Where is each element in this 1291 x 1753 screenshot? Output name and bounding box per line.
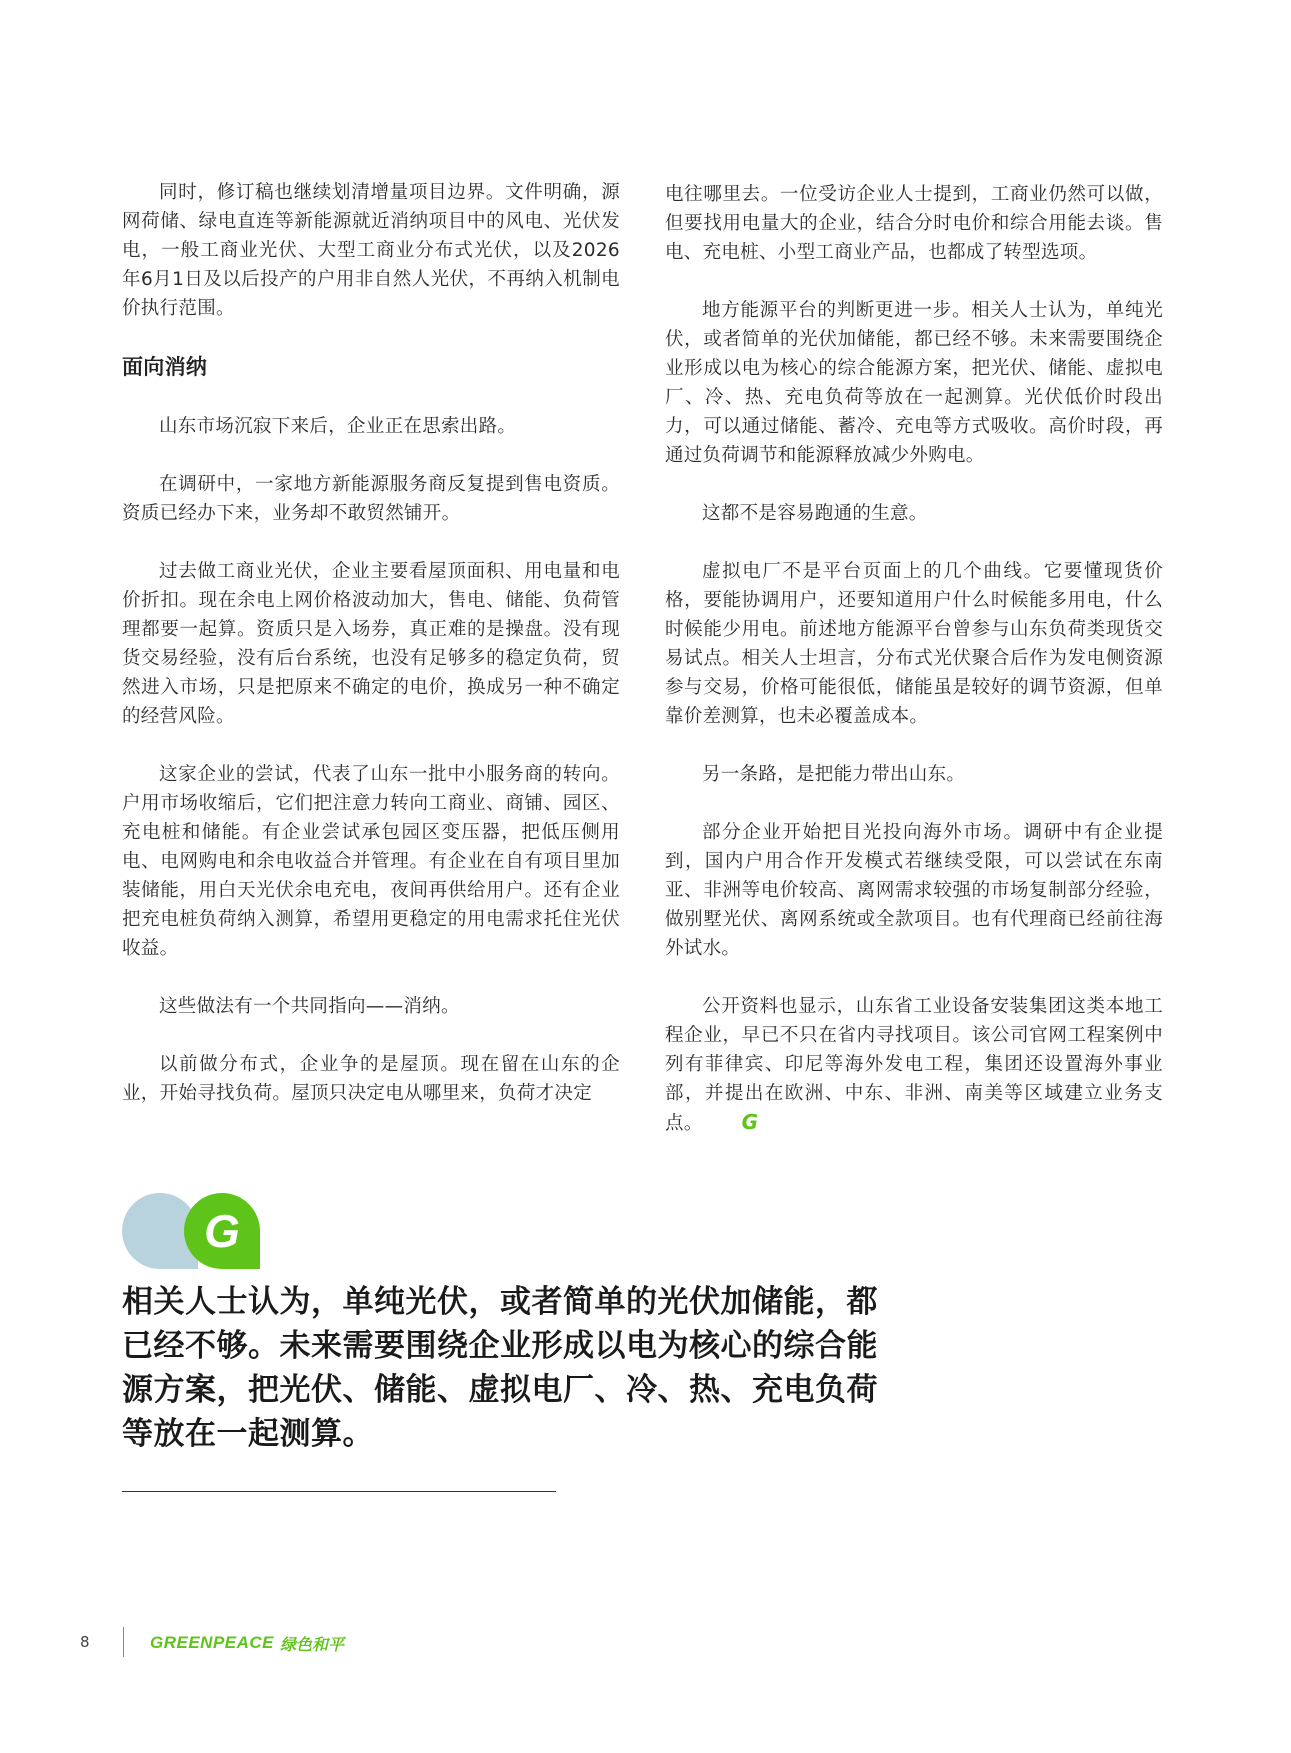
end-mark-icon: G (741, 1110, 759, 1134)
section-heading: 面向消纳 (122, 355, 208, 379)
paragraph: 电往哪里去。一位受访企业人士提到，工商业仍然可以做，但要找用电量大的企业，结合分时电价和综合用能去谈。售电、充电桩、小型工商业产品，也都成了转型选项。 (665, 184, 1163, 263)
paragraph-text: 公开资料也显示，山东省工业设备安装集团这类本地工程企业，早已不只在省内寻找项目。该公司官网工程案例中列有菲律宾、印尼等海外发电工程，集团还设置海外事业部，并提出在欧洲、中东、非洲、南美等区域建立业务支点。 (665, 996, 1163, 1134)
page-number: 8 (80, 1633, 90, 1651)
pull-quote: 相关人士认为，单纯光伏，或者简单的光伏加储能，都已经不够。未来需要围绕企业形成以电为核心的综合能源方案，把光伏、储能、虚拟电厂、冷、热、充电负荷等放在一起测算。 (122, 1284, 878, 1452)
paragraph: 山东市场沉寂下来后，企业正在思索出路。 (159, 416, 517, 437)
paragraph: 这都不是容易跑通的生意。 (702, 503, 928, 524)
logo-text-cn: 绿色和平 (280, 1634, 345, 1654)
paragraph: 部分企业开始把目光投向海外市场。调研中有企业提到，国内户用合作开发模式若继续受限，可以尝试在东南亚、非洲等电价较高、离网需求较强的市场复制部分经验，做别墅光伏、离网系统或全款项目。也有代理商已经前往海外试水。 (665, 822, 1163, 959)
paragraph: 另一条路，是把能力带出山东。 (702, 764, 966, 785)
paragraph: 同时，修订稿也继续划清增量项目边界。文件明确，源网荷储、绿电直连等新能源就近消纳项目中的风电、光伏发电，一般工商业光伏、大型工商业分布式光伏，以及2026年6月1日及以后投产的户用非自然人光伏，不再纳入机制电价执行范围。 (122, 182, 620, 319)
paragraph: 这些做法有一个共同指向——消纳。 (159, 996, 460, 1017)
logo-text-en: GREENPEACE (150, 1633, 275, 1652)
divider (123, 1627, 124, 1657)
paragraph: 这家企业的尝试，代表了山东一批中小服务商的转向。户用市场收缩后，它们把注意力转向工商业、商铺、园区、充电桩和储能。有企业尝试承包园区变压器，把低压侧用电、电网购电和余电收益合并管理。有企业在自有项目里加装储能，用白天光伏余电充电，夜间再供给用户。还有企业把充电桩负荷纳入测算，希望用更稳定的用电需求托住光伏收益。 (122, 764, 620, 959)
quote-bubble-icon (122, 1193, 260, 1269)
left-column (122, 178, 620, 1137)
paragraph (665, 992, 1163, 1138)
divider (122, 1491, 556, 1492)
greenpeace-logo (150, 1630, 344, 1656)
paragraph: 过去做工商业光伏，企业主要看屋顶面积、用电量和电价折扣。现在余电上网价格波动加大，售电、储能、负荷管理都要一起算。资质只是入场券，真正难的是操盘。没有现货交易经验，没有后台系统，也没有足够多的稳定负荷，贸然进入市场，只是把原来不确定的电价，换成另一种不确定的经营风险。 (122, 561, 620, 727)
right-column (665, 180, 1163, 1167)
paragraph: 地方能源平台的判断更进一步。相关人士认为，单纯光伏，或者简单的光伏加储能，都已经不够。未来需要围绕企业形成以电为核心的综合能源方案，把光伏、储能、虚拟电厂、冷、热、充电负荷等放在一起测算。光伏低价时段出力，可以通过储能、蓄冷、充电等方式吸收。高价时段，再通过负荷调节和能源释放减少外购电。 (665, 300, 1163, 466)
quote-bubble-letter: G (204, 1205, 240, 1257)
paragraph: 虚拟电厂不是平台页面上的几个曲线。它要懂现货价格，要能协调用户，还要知道用户什么时候能多用电，什么时候能少用电。前述地方能源平台曾参与山东负荷类现货交易试点。相关人士坦言，分布式光伏聚合后作为发电侧资源参与交易，价格可能很低，储能虽是较好的调节资源，但单靠价差测算，也未必覆盖成本。 (665, 561, 1163, 727)
paragraph: 在调研中，一家地方新能源服务商反复提到售电资质。资质已经办下来，业务却不敢贸然铺开。 (122, 474, 620, 524)
paragraph: 以前做分布式，企业争的是屋顶。现在留在山东的企业，开始寻找负荷。屋顶只决定电从哪里来，负荷才决定 (122, 1054, 620, 1104)
